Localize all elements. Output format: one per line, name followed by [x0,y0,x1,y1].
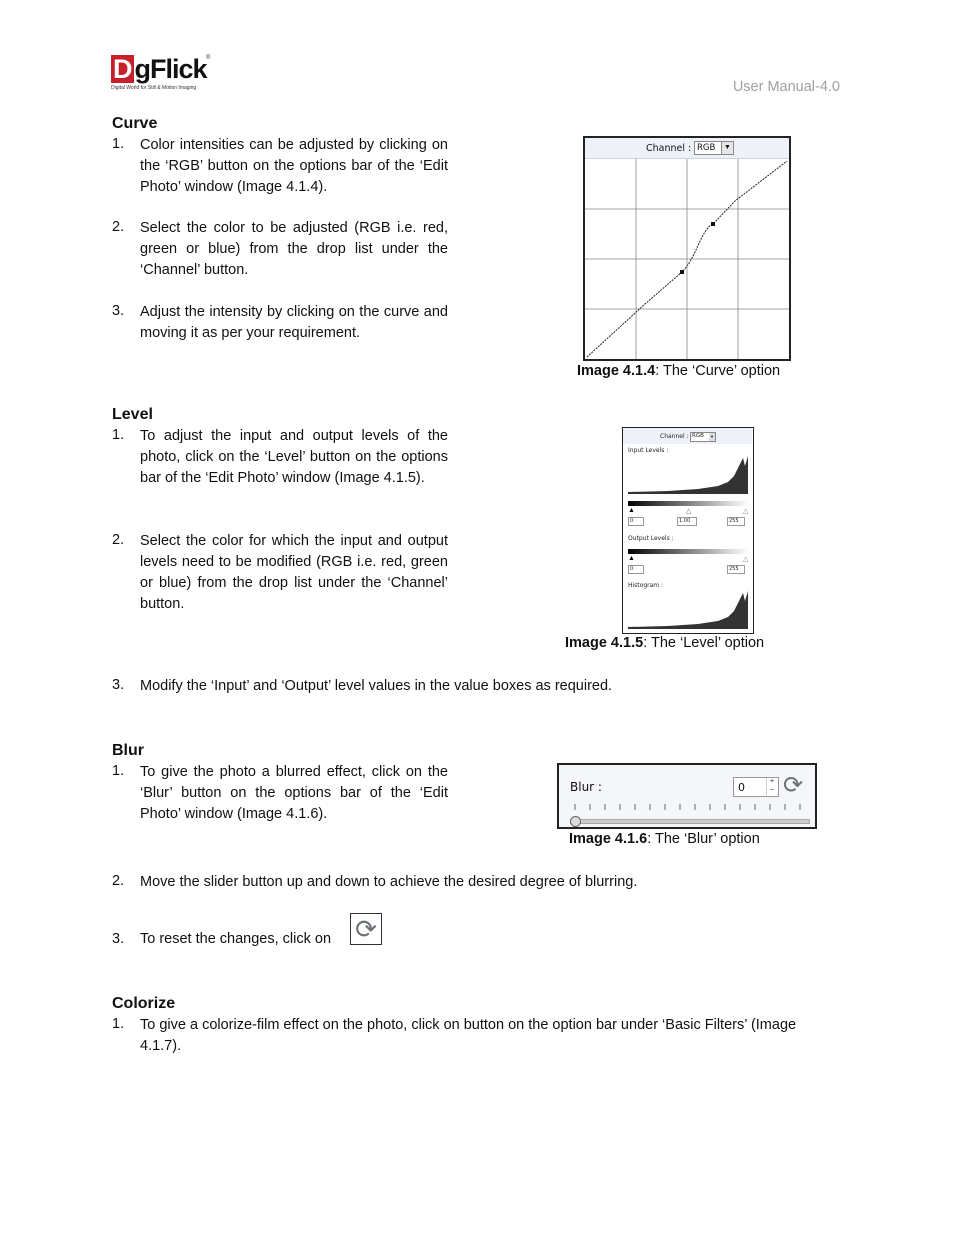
level-item-2-num: 2. [112,532,125,548]
level-item-3-text: Modify the ‘Input’ and ‘Output’ level values in the value boxes as required. [140,678,613,694]
blur-value-field[interactable] [733,777,779,797]
curve-caption: Image 4.1.4: The ‘Curve’ option [577,363,781,379]
level-toolbar [623,428,752,444]
curve-item-3-text: Adjust the intensity by clicking on the curve and moving it as per your requirement. [140,304,448,341]
level-item-1-num: 1. [112,427,125,443]
curve-toolbar [585,138,789,159]
level-channel-label: Channel : [660,433,689,440]
input-white-slider[interactable]: △ [743,508,749,515]
blur-item-3-line [140,913,381,947]
input-gradient-bar [628,501,748,506]
blur-heading: Blur [112,742,144,759]
curve-graph[interactable] [585,159,789,359]
blur-item-1-num: 1. [112,763,125,779]
blur-stepper-up[interactable]: + [766,778,777,786]
blur-tick-marks [569,804,805,812]
output-max-field[interactable]: 255 [727,565,745,574]
curve-item-1-text: Color intensities can be adjusted by clicking on the ‘RGB’ button on the options bar of the ‘Edit Photo’ window (Image 4.1.4). [140,137,448,195]
chevron-down-icon[interactable]: ▼ [721,142,733,154]
blur-item-3-text: To reset the changes, click on [140,931,332,947]
blur-item-2-text: Move the slider button up and down to achieve the desired degree of blurring. [140,874,638,890]
blur-caption: Image 4.1.6: The ‘Blur’ option [569,831,760,847]
logo-registered-mark: ® [206,55,211,61]
level-item-3-num: 3. [112,677,125,693]
colorize-item-1-text: To give a colorize-film effect on the photo, click on button on the option bar under ‘Basic Filters’ (Image 4.1.7). [140,1017,797,1054]
curve-item-1-num: 1. [112,136,125,152]
blur-item-1-text: To give the photo a blurred effect, click on the ‘Blur’ button on the options bar of the ‘Edit Photo’ window (Image 4.1.6). [140,764,448,822]
output-min-field[interactable]: 0 [628,565,644,574]
input-black-slider[interactable]: ▲ [628,507,635,514]
curve-control-point [680,270,684,274]
blur-slider-thumb[interactable] [570,816,581,827]
blur-slider-track[interactable] [570,819,810,824]
curve-heading: Curve [112,115,158,132]
level-channel-select[interactable] [690,432,716,442]
blur-item-2-num: 2. [112,873,125,889]
refresh-icon[interactable]: ⟳ [783,772,804,799]
input-histogram [628,456,748,494]
output-histogram [628,591,748,629]
manual-version: User Manual-4.0 [732,79,840,95]
curve-channel-value: RGB [697,143,716,153]
curve-channel-select[interactable] [694,141,734,155]
blur-stepper-down[interactable]: − [766,787,777,795]
blur-label: Blur : [570,780,602,794]
blur-figure [557,763,817,829]
level-item-2-text: Select the color for which the input and output levels need to be modified (RGB i.e. red, green or blue) from the drop list under the ‘Channel’ button. [140,533,448,612]
curve-item-3-num: 3. [112,303,125,319]
input-gamma-slider[interactable]: △ [686,508,692,515]
blur-item-3-num: 3. [112,931,125,947]
output-white-slider[interactable]: △ [743,556,749,563]
curve-item-2-num: 2. [112,219,125,235]
level-heading: Level [112,406,153,423]
logo-tagline: Digital World for Still & Motion Imaging [111,85,197,91]
output-black-slider[interactable]: ▲ [628,555,635,562]
logo-wordmark: D gFlick [113,54,207,84]
input-max-field[interactable]: 255 [727,517,745,526]
colorize-heading: Colorize [112,995,176,1012]
curve-figure [583,136,791,361]
blur-value: 0 [738,781,745,794]
level-figure [622,427,754,634]
curve-control-point [711,222,715,226]
input-min-field[interactable]: 0 [628,517,644,526]
dgflick-logo [111,55,221,95]
curve-item-2-text: Select the color to be adjusted (RGB i.e. red, green or blue) from the drop list under the ‘Channel’ button. [140,220,448,278]
chevron-down-icon[interactable]: ▼ [710,434,714,439]
level-item-1-text: To adjust the input and output levels of the photo, click on the ‘Level’ button on the options bar of the ‘Edit Photo’ window (Image 4.1.5). [140,428,448,486]
histogram-label: Histogram : [628,582,664,589]
output-levels-label: Output Levels : [628,535,674,542]
refresh-icon[interactable]: ⟳ [350,913,382,945]
curve-channel-label: Channel : [646,143,692,154]
input-levels-label: Input Levels : [628,447,669,454]
input-mid-field[interactable]: 1.00 [677,517,697,526]
level-channel-value: RGB [692,433,704,439]
colorize-item-1-num: 1. [112,1016,125,1032]
output-gradient-bar [628,549,748,554]
level-caption: Image 4.1.5: The ‘Level’ option [565,635,765,651]
